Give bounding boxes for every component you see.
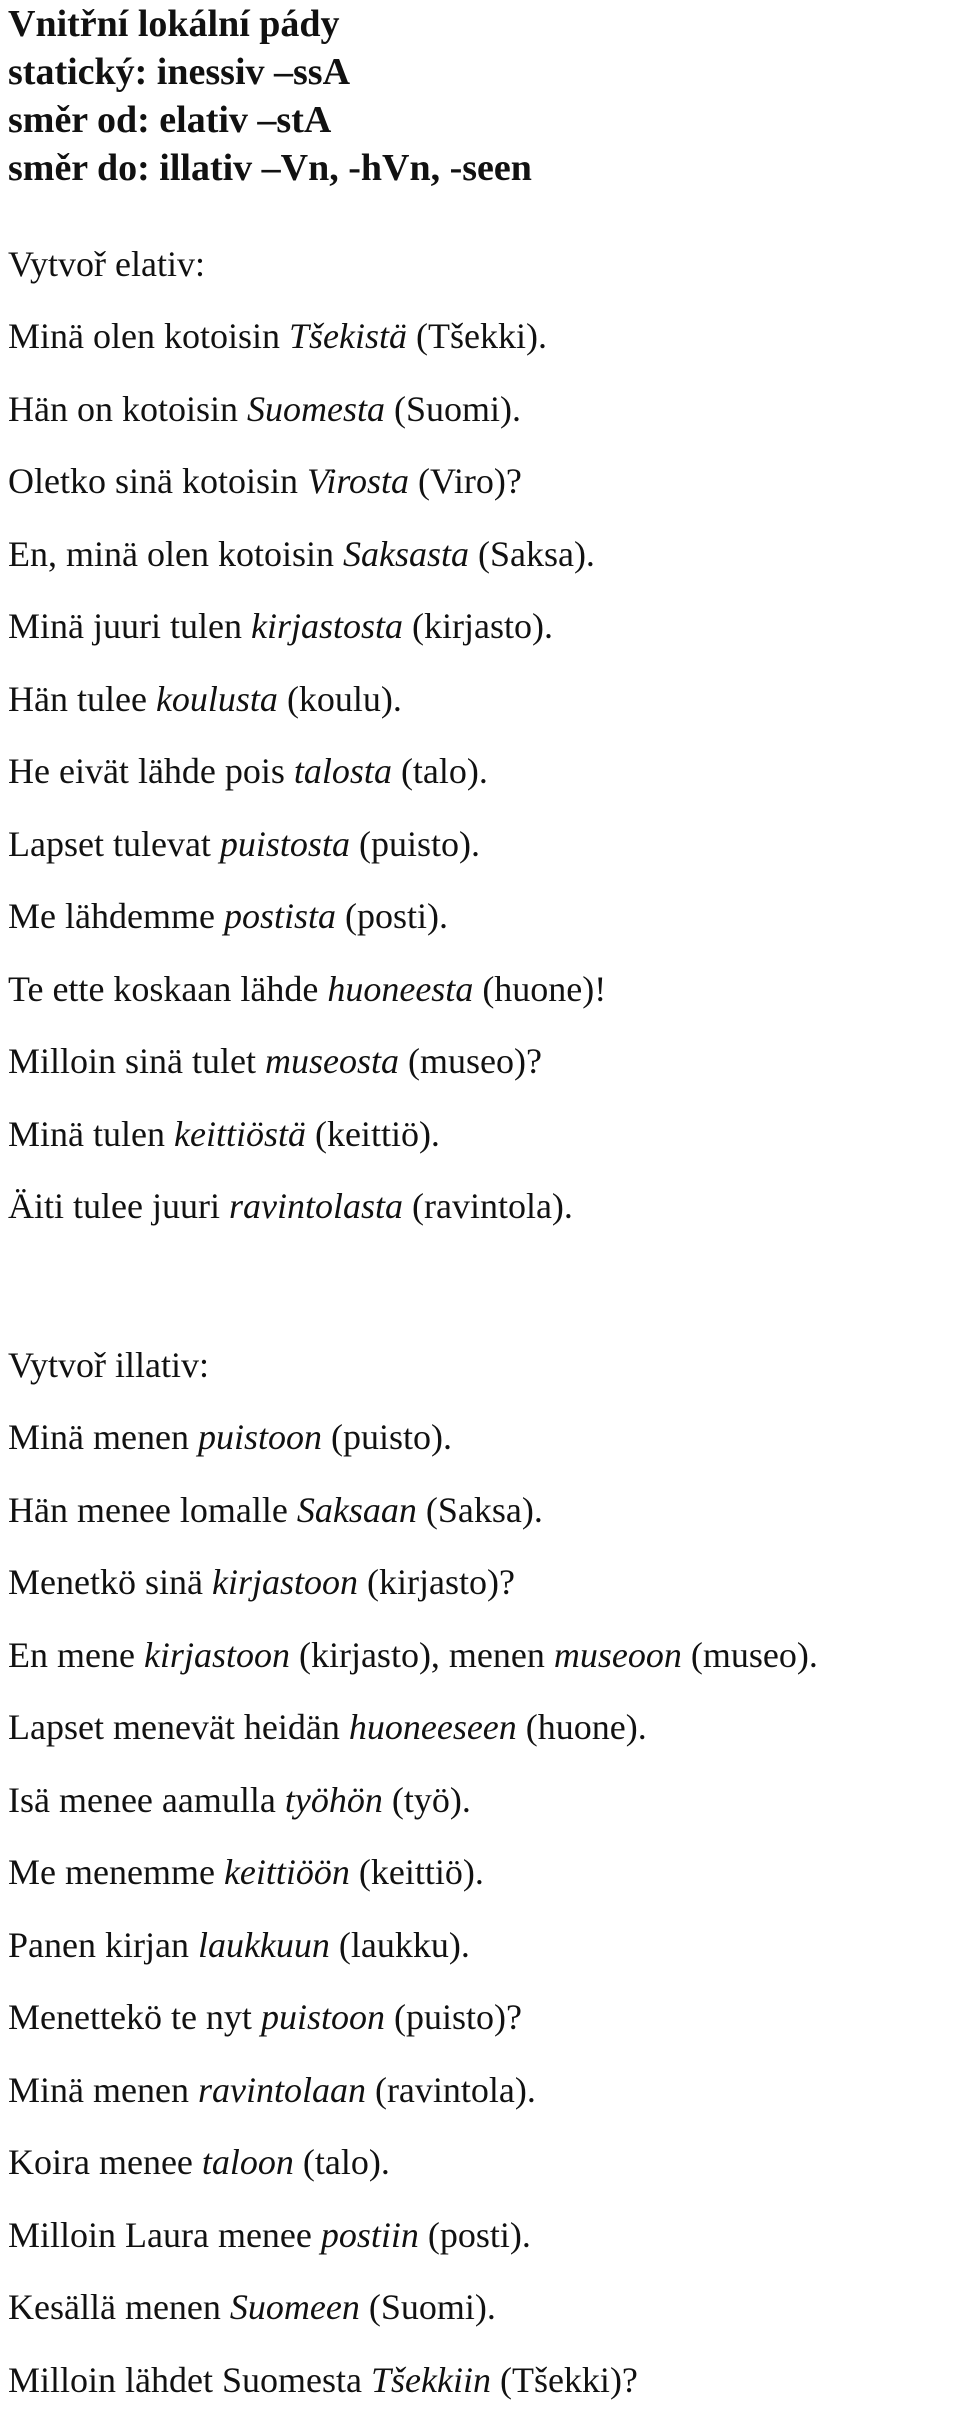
heading-static-inessive: statický: inessiv –ssA	[8, 51, 351, 93]
sentence-text: He eivät lähde pois	[8, 751, 294, 791]
sentence-text: Minä juuri tulen	[8, 606, 251, 646]
sentence-text: (kirjasto), menen	[289, 1634, 554, 1675]
sentence-text: Me menemme	[8, 1852, 224, 1892]
heading-direction-from-elative: směr od: elativ –stA	[8, 99, 332, 141]
illative-exercise-section	[0, 1329, 960, 2416]
sentence-text: (talo).	[391, 751, 488, 791]
exercise-sentence	[0, 590, 960, 663]
sentence-text: (ravintola).	[402, 1186, 573, 1226]
sentence-text: (Tšekki).	[407, 316, 547, 356]
sentence-text: (kirjasto)?	[357, 1562, 515, 1602]
heading-title: Vnitřní lokální pády	[8, 3, 340, 45]
sentence-text: Lapset tulevat	[8, 823, 220, 864]
sentence-text: (museo)?	[399, 1041, 542, 1081]
exercise-sentence	[0, 445, 960, 518]
elative-exercise-title: Vytvoř elativ:	[8, 244, 205, 284]
answer-word: Saksasta	[342, 533, 469, 574]
answer-word: puistoon	[197, 1417, 322, 1457]
answer-word: taloon	[201, 2142, 294, 2182]
answer-word: puistoon	[260, 1997, 385, 2037]
sentence-text: (posti).	[335, 896, 448, 936]
exercise-sentence	[0, 1098, 960, 1171]
sentence-text: (ravintola).	[365, 2069, 536, 2110]
illative-sentence-list	[0, 1401, 960, 2416]
answer-word: museosta	[265, 1041, 399, 1081]
answer-word: museoon	[553, 1634, 682, 1675]
exercise-sentence	[0, 300, 960, 373]
exercise-sentence	[0, 808, 960, 881]
exercise-sentence	[0, 953, 960, 1026]
exercise-sentence	[0, 1909, 960, 1982]
exercise-sentence	[0, 1691, 960, 1764]
heading-direction-to-illative: směr do: illativ –Vn, -hVn, -seen	[8, 147, 532, 189]
sentence-text: (Tšekki)?	[490, 2359, 638, 2400]
sentence-text: (kirjasto).	[402, 606, 553, 646]
sentence-text: Kesällä menen	[8, 2287, 230, 2327]
sentence-text: (keittiö).	[349, 1852, 484, 1892]
sentence-text: En, minä olen kotoisin	[8, 533, 343, 574]
sentence-text: Hän on kotoisin	[8, 388, 247, 429]
elative-exercise-section	[0, 228, 960, 1243]
sentence-text: (työ).	[382, 1779, 471, 1820]
exercise-sentence	[0, 518, 960, 591]
exercise-sentence	[0, 2054, 960, 2127]
exercise-sentence	[0, 1401, 960, 1474]
sentence-text: Äiti tulee juuri	[8, 1186, 229, 1226]
sentence-text: (Suomi).	[385, 388, 522, 429]
answer-word: Saksaan	[296, 1489, 417, 1530]
sentence-text: (Viro)?	[409, 461, 522, 501]
answer-word: postiin	[320, 2214, 419, 2255]
sentence-text: Minä tulen	[8, 1113, 174, 1154]
answer-word: työhön	[284, 1779, 383, 1820]
sentence-text: Koira menee	[8, 2142, 202, 2182]
answer-word: Tšekkiin	[370, 2359, 491, 2400]
answer-word: ravintolasta	[228, 1186, 403, 1226]
exercise-sentence	[0, 373, 960, 446]
exercise-sentence	[0, 1474, 960, 1547]
sentence-text: Panen kirjan	[8, 1924, 198, 1965]
sentence-text: Isä menee aamulla	[8, 1779, 285, 1820]
sentence-text: (Saksa).	[468, 533, 595, 574]
sentence-text: (koulu).	[277, 678, 402, 719]
sentence-text: Lapset menevät heidän	[8, 1707, 349, 1747]
sentence-text: (huone)!	[473, 968, 607, 1009]
answer-word: Virosta	[307, 461, 410, 501]
sentence-text: En mene	[8, 1634, 144, 1675]
exercise-sentence	[0, 2271, 960, 2344]
answer-word: postista	[223, 896, 336, 936]
answer-word: puistosta	[219, 823, 350, 864]
sentence-text: (museo).	[681, 1634, 818, 1675]
sentence-text: (Suomi).	[359, 2287, 496, 2327]
exercise-sentence	[0, 1170, 960, 1243]
sentence-text: (puisto)?	[384, 1997, 522, 2037]
exercise-sentence	[0, 735, 960, 808]
exercise-sentence	[0, 1981, 960, 2054]
exercise-sentence	[0, 2344, 960, 2417]
answer-word: Tšekistä	[289, 316, 408, 356]
exercise-sentence	[0, 1764, 960, 1837]
exercise-sentence	[0, 1836, 960, 1909]
exercise-sentence	[0, 663, 960, 736]
answer-word: huoneesta	[327, 968, 474, 1009]
sentence-text: Milloin Laura menee	[8, 2214, 321, 2255]
sentence-text: Te ette koskaan lähde	[8, 968, 328, 1009]
answer-word: kirjastoon	[211, 1562, 358, 1602]
sentence-text: Minä menen	[8, 1417, 198, 1457]
sentence-text: Milloin sinä tulet	[8, 1041, 265, 1081]
exercise-sentence	[0, 2126, 960, 2199]
grammar-summary	[0, 0, 532, 192]
sentence-text: Menetkö sinä	[8, 1562, 212, 1602]
sentence-text: (laukku).	[329, 1924, 470, 1965]
sentence-text: Me lähdemme	[8, 896, 224, 936]
sentence-text: (huone).	[516, 1707, 647, 1747]
sentence-text: Milloin lähdet Suomesta	[8, 2359, 371, 2400]
sentence-text: Minä olen kotoisin	[8, 316, 289, 356]
answer-word: laukkuun	[197, 1924, 330, 1965]
answer-word: talosta	[293, 751, 392, 791]
exercise-sentence	[0, 1025, 960, 1098]
answer-word: kirjastoon	[143, 1634, 290, 1675]
elative-sentence-list	[0, 300, 960, 1243]
exercise-sentence	[0, 2199, 960, 2272]
answer-word: koulusta	[155, 678, 278, 719]
sentence-text: (keittiö).	[305, 1113, 440, 1154]
answer-word: ravintolaan	[197, 2069, 366, 2110]
illative-exercise-title: Vytvoř illativ:	[8, 1345, 209, 1385]
answer-word: keittiöön	[223, 1852, 350, 1892]
sentence-text: Minä menen	[8, 2069, 198, 2110]
sentence-text: Hän tulee	[8, 678, 156, 719]
answer-word: Suomeen	[229, 2287, 360, 2327]
answer-word: kirjastosta	[250, 606, 403, 646]
sentence-text: (talo).	[293, 2142, 390, 2182]
sentence-text: (Saksa).	[416, 1489, 543, 1530]
sentence-text: (puisto).	[321, 1417, 452, 1457]
answer-word: keittiöstä	[173, 1113, 306, 1154]
exercise-sentence	[0, 880, 960, 953]
answer-word: huoneeseen	[348, 1707, 517, 1747]
exercise-sentence	[0, 1546, 960, 1619]
exercise-sentence	[0, 1619, 960, 1692]
sentence-text: (puisto).	[349, 823, 480, 864]
answer-word: Suomesta	[247, 388, 385, 429]
sentence-text: Menettekö te nyt	[8, 1997, 261, 2037]
sentence-text: (posti).	[418, 2214, 531, 2255]
sentence-text: Hän menee lomalle	[8, 1489, 297, 1530]
sentence-text: Oletko sinä kotoisin	[8, 461, 307, 501]
